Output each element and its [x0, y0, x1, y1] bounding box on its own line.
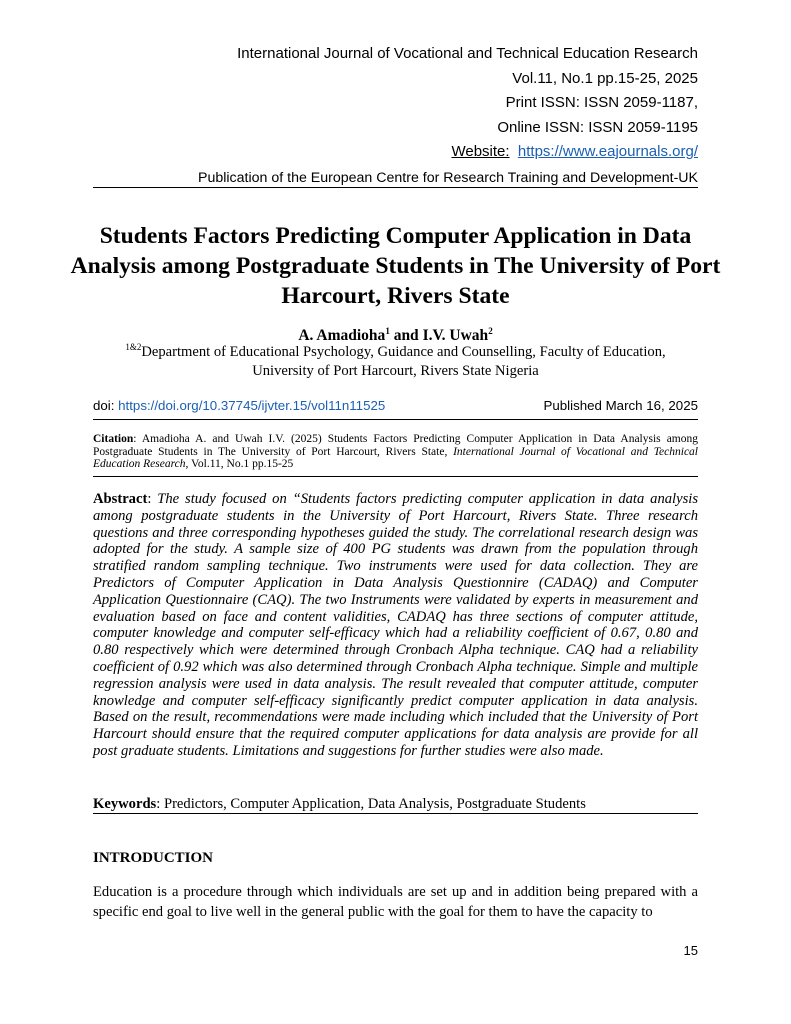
doi: [93, 398, 385, 413]
header-divider: [93, 187, 698, 188]
print-issn: Print ISSN: ISSN 2059-1187,: [505, 94, 698, 111]
abstract-label: Abstract: [93, 491, 148, 507]
affiliation-superscript: 1&2: [125, 342, 142, 353]
page-number: 15: [683, 943, 698, 958]
website-line: [237, 140, 698, 165]
article-title: Students Factors Predicting Computer Application in Data Analysis among Postgraduate Students in The University of Port Harcourt, Rivers State: [70, 223, 721, 309]
affiliation-line-2: University of Port Harcourt, Rivers State Nigeria: [252, 362, 539, 379]
author-1: A. Amadioha: [298, 327, 386, 344]
citation-tail: , Vol.11, No.1 pp.15-25: [185, 458, 294, 470]
doi-row: [93, 398, 698, 416]
introduction-paragraph: Education is a procedure through which individuals are set up and in addition being prepared with a specific end goal to live well in the general public with the goal for them to have the capacity to: [93, 884, 698, 920]
citation-label: Citation: [93, 433, 134, 445]
affiliation: [60, 343, 731, 380]
author-1-superscript: 1: [385, 325, 390, 336]
published-date: Published March 16, 2025: [543, 398, 698, 413]
website-link[interactable]: https://www.eajournals.org/: [517, 143, 698, 160]
website-label: Website:: [451, 143, 510, 160]
online-issn: Online ISSN: ISSN 2059-1195: [497, 118, 698, 136]
abstract-colon: :: [147, 491, 158, 507]
author-2-superscript: 2: [488, 325, 493, 336]
abstract: [93, 491, 698, 760]
author-separator: and: [389, 327, 423, 344]
doi-label: doi:: [93, 398, 119, 413]
citation-journal: International Journal of Vocational and Technical Education Research: [93, 445, 698, 470]
citation-divider: [93, 476, 698, 477]
doi-divider: [93, 419, 698, 420]
keywords-label: Keywords: [93, 796, 157, 812]
affiliation-line-1: Department of Educational Psychology, Guidance and Counselling, Faculty of Education,: [141, 344, 666, 360]
abstract-body: The study focused on “Students factors predicting computer application in data analysis among postgraduate students in the University of Port Harcourt, Rivers State. Three research questions and three corresponding hypotheses guided the study. The correlational research design was adopted for the study. A sample size of 400 PG students was drawn from the population through stratified random sampling technique. Two instruments were used for data collection. They are Predictors of Computer Application in Data Analysis Questionnire (CADAQ) and Computer Application Questionnaire (CAQ). The two Instruments were validated by experts in measurement and evaluation based on face and content validities, CADAQ has three sections of computer attitude, computer knowledge and computer self-efficacy which had a reliability coefficient of 0.67, 0.80 and 0.80 respectively which were determined through Cronbach Alpha technique. CAQ had a reliability coefficient of 0.92 which was also determined through Cronbach Alpha technique. Simple and multiple regression analysis were used in data analysis. The result revealed that computer attitude, computer knowledge and computer self-efficacy significantly predict computer application in data analysis. Based on the result, recommendations were made including which included that the University of Port Harcourt should ensure that the required computer applications for data analysis are provide for all post graduate students. Limitations and suggestions for further studies were also made.: [93, 491, 698, 759]
keywords-divider: [93, 813, 698, 814]
citation-text: : Amadioha A. and Uwah I.V. (2025) Students Factors Predicting Computer Application in Data Analysis among Postgraduate Students in The University of Port Harcourt, Rivers State,: [93, 433, 698, 458]
keywords-text: : Predictors, Computer Application, Data Analysis, Postgraduate Students: [156, 796, 586, 812]
volume-info: Vol.11, No.1 pp.15-25, 2025: [512, 69, 698, 87]
journal-name: International Journal of Vocational and Technical Education Research: [237, 45, 698, 62]
publication-line: Publication of the European Centre for Research Training and Development-UK: [198, 170, 698, 186]
author-2: I.V. Uwah: [422, 327, 489, 344]
journal-header: [237, 42, 698, 165]
citation: [93, 433, 698, 471]
section-heading-introduction: INTRODUCTION: [93, 850, 214, 866]
doi-link[interactable]: https://doi.org/10.37745/ijvter.15/vol11n11525: [118, 398, 386, 413]
keywords: [93, 796, 698, 813]
